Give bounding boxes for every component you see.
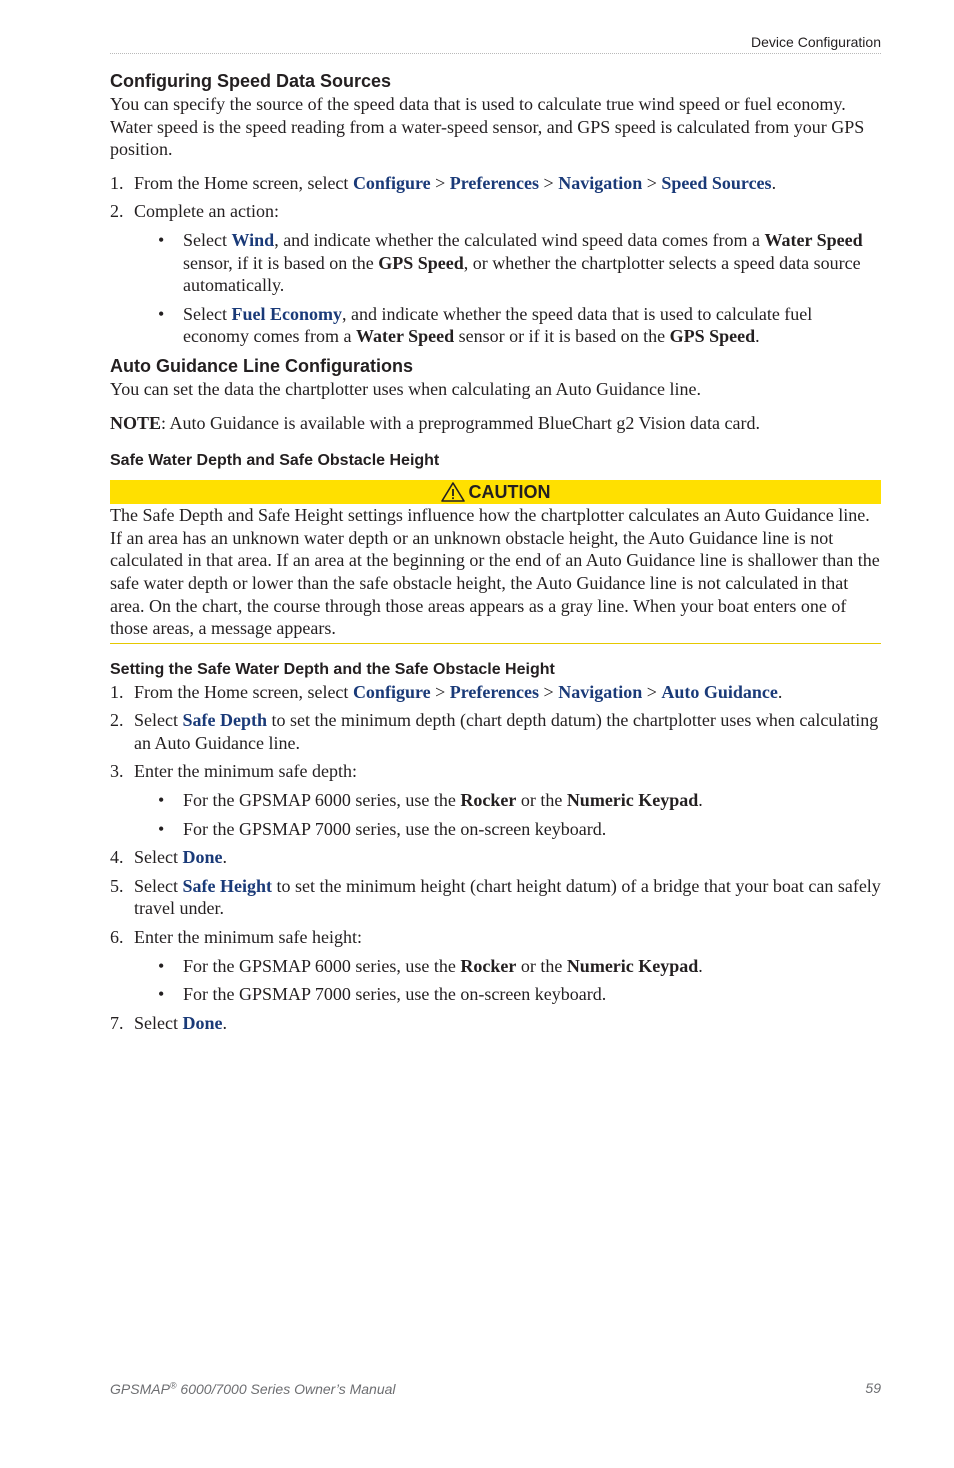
section-heading-safe-depth: Safe Water Depth and Safe Obstacle Height xyxy=(110,452,440,470)
step-item: 1. From the Home screen, select Configure > Preferences > Navigation > Auto Guidance. xyxy=(110,681,783,702)
page-number: 59 xyxy=(865,1380,881,1396)
menu-wind: Wind xyxy=(231,229,275,250)
section-heading-setting-safe-depth: Setting the Safe Water Depth and the Safe Obstacle Height xyxy=(110,660,555,678)
caution-label: CAUTION xyxy=(468,481,551,502)
page-footer xyxy=(110,1380,881,1397)
menu-navigation: Navigation xyxy=(558,681,643,702)
menu-preferences: Preferences xyxy=(449,681,540,702)
menu-fuel-economy: Fuel Economy xyxy=(231,303,342,324)
action-options xyxy=(134,229,881,348)
header-title: Device Configuration xyxy=(751,34,881,50)
menu-preferences: Preferences xyxy=(449,172,540,193)
auto-guidance-intro: You can set the data the chartplotter uses when calculating an Auto Guidance line. xyxy=(110,378,701,399)
speed-sources-intro: You can specify the source of the speed data that is used to calculate true wind speed or fuel economy. Water speed is the speed reading from a water-speed sensor, and GPS speed is calculated from your GPS position. xyxy=(110,94,865,160)
step-number: 2. xyxy=(110,710,124,731)
note-label: NOTE xyxy=(110,412,162,433)
warning-icon xyxy=(441,482,465,502)
step-number: 1. xyxy=(110,172,124,193)
step-item: 2. Complete an action: • Select Wind, and indicate whether the calculated wind speed data comes from a Water Speed sensor, if it is based on the GPS Speed, or whether the chartplotter selects a speed data source automatically. • Select Fuel Economy, and indicate whether the speed data that is used to calculate fuel economy comes from a Water Speed sensor or if it is based on the GPS Speed. xyxy=(110,200,881,348)
input-options xyxy=(134,955,881,1006)
step-item: 4. Select Done. xyxy=(110,847,227,868)
menu-speed-sources: Speed Sources xyxy=(661,172,772,193)
menu-done: Done xyxy=(182,1012,223,1033)
step-item: 7. Select Done. xyxy=(110,1012,227,1033)
step-item: 2. Select Safe Depth to set the minimum depth (chart depth datum) the chartplotter uses when calculating an Auto Guidance line. xyxy=(110,710,879,753)
bullet-item: • For the GPSMAP 6000 series, use the Rocker or the Numeric Keypad. xyxy=(158,790,703,811)
safe-depth-steps xyxy=(110,681,881,1035)
bullet-item: • For the GPSMAP 7000 series, use the on-screen keyboard. xyxy=(158,818,607,839)
bullet-item: • Select Fuel Economy, and indicate whether the speed data that is used to calculate fuel economy comes from a Water Speed sensor or if it is based on the GPS Speed. xyxy=(158,303,813,347)
menu-safe-height: Safe Height xyxy=(182,875,272,896)
bullet-item: • Select Wind, and indicate whether the calculated wind speed data comes from a Water Speed sensor, if it is based on the GPS Speed, or whether the chartplotter selects a speed data source automatically. xyxy=(158,229,863,296)
step-item: 6. Enter the minimum safe height: • For the GPSMAP 6000 series, use the Rocker or the Numeric Keypad. • For the GPSMAP 7000 series, use the on-screen keyboard. xyxy=(110,926,881,1006)
menu-navigation: Navigation xyxy=(558,172,643,193)
page-header xyxy=(110,34,881,54)
bullet-item: • For the GPSMAP 6000 series, use the Rocker or the Numeric Keypad. xyxy=(158,955,703,976)
step-number: 7. xyxy=(110,1012,124,1033)
step-number: 5. xyxy=(110,875,124,896)
section-heading-auto-guidance: Auto Guidance Line Configurations xyxy=(110,355,413,376)
speed-sources-steps xyxy=(110,172,881,348)
step-item: 3. Enter the minimum safe depth: • For the GPSMAP 6000 series, use the Rocker or the Numeric Keypad. • For the GPSMAP 7000 series, use the on-screen keyboard. xyxy=(110,760,881,840)
bullet-item: • For the GPSMAP 7000 series, use the on-screen keyboard. xyxy=(158,984,607,1005)
caution-text: The Safe Depth and Safe Height settings influence how the chartplotter calculates an Auto Guidance line. If an area has an unknown water depth or an unknown obstacle height, the Auto Guidance line is not calculated in that area. If an area at the beginning or the end of an Auto Guidance line is shallower than the safe water depth or lower than the safe obstacle height, the Auto Guidance line is not calculated in that area. On the chart, the course through those areas appears as a gray line. When your boat enters one of those areas, a message appears. xyxy=(110,505,880,639)
step-number: 4. xyxy=(110,847,124,868)
caution-text-block xyxy=(110,504,881,644)
section-heading-speed-sources: Configuring Speed Data Sources xyxy=(110,71,392,91)
menu-auto-guidance: Auto Guidance xyxy=(661,681,778,702)
step-number: 6. xyxy=(110,927,124,948)
menu-configure: Configure xyxy=(352,172,431,193)
step-item: 1. From the Home screen, select Configure > Preferences > Navigation > Speed Sources. xyxy=(110,172,777,193)
manual-title: GPSMAP® 6000/7000 Series Owner’s Manual xyxy=(110,1380,396,1397)
step-item: 5. Select Safe Height to set the minimum height (chart height datum) of a bridge that your boat can safely travel under. xyxy=(110,875,881,919)
caution-banner xyxy=(110,480,881,504)
menu-safe-depth: Safe Depth xyxy=(182,710,267,731)
page-content xyxy=(110,69,881,1040)
menu-configure: Configure xyxy=(352,681,431,702)
menu-done: Done xyxy=(182,847,223,868)
step-number: 1. xyxy=(110,681,124,702)
input-options xyxy=(134,789,881,840)
step-number: 2. xyxy=(110,201,124,222)
note-paragraph: NOTE: Auto Guidance is available with a preprogrammed BlueChart g2 Vision data card. xyxy=(110,412,760,433)
step-number: 3. xyxy=(110,761,124,782)
